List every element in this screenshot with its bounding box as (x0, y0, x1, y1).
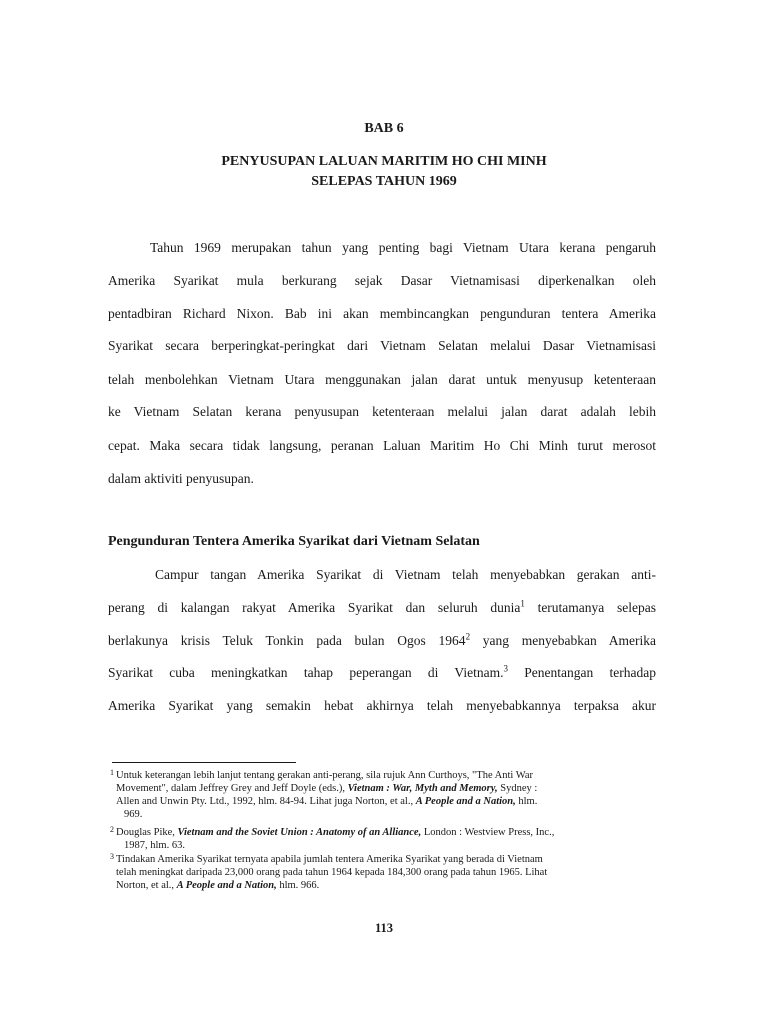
chapter-label: BAB 6 (364, 121, 404, 136)
paragraph-line: dalam aktiviti penyusupan. (108, 471, 254, 486)
text-segment: Sydney : (497, 783, 538, 794)
footnote-ref: 3 (503, 663, 508, 674)
footnote-line: Tindakan Amerika Syarikat ternyata apabila jumlah tentera Amerika Syarikat yang berada di Vietnam (116, 854, 543, 865)
text-segment: hlm. 966. (276, 880, 320, 891)
paragraph-line: pentadbiran Richard Nixon. Bab ini akan membincangkan pengunduran tentera Amerika (108, 306, 656, 321)
footnote-3 (110, 852, 664, 892)
italic-title: Vietnam and the Soviet Union : Anatomy of an Alliance, (177, 827, 422, 838)
footnote-mark: 1 (110, 768, 114, 777)
footnote-line: telah meningkat daripada 23,000 orang pada tahun 1964 kepada 184,300 orang pada tahun 1965. Lihat (116, 867, 548, 878)
chapter-title (0, 152, 768, 192)
paragraph-line: Amerika Syarikat mula berkurang sejak Dasar Vietnamisasi diperkenalkan oleh (108, 273, 656, 288)
paragraph-line: Syarikat secara berperingkat-peringkat dari Vietnam Selatan melalui Dasar Vietnamisasi (108, 338, 656, 353)
chapter-title-line-2: SELEPAS TAHUN 1969 (311, 174, 457, 189)
footnote-ref: 2 (465, 631, 471, 642)
footnote-ref: 1 (520, 598, 525, 609)
italic-title: Vietnam : War, Myth and Memory, (347, 783, 498, 794)
paragraph-line: cepat. Maka secara tidak langsung, peranan Laluan Maritim Ho Chi Minh turut merosot (108, 438, 656, 453)
footnote-divider (112, 762, 296, 763)
italic-title: A People and a Nation, (176, 880, 277, 891)
text-segment: Syarikat cuba meningkatkan tahap peperangan di Vietnam. (108, 665, 504, 680)
text-segment: perang di kalangan rakyat Amerika Syarikat dan seluruh dunia (108, 600, 521, 615)
text-segment: yang menyebabkan Amerika (470, 633, 656, 648)
footnote-line: 969. (124, 809, 143, 820)
text-segment: terutamanya selepas (524, 600, 657, 615)
chapter-title-line-1: PENYUSUPAN LALUAN MARITIM HO CHI MINH (221, 154, 547, 169)
text-segment: berlakunya krisis Teluk Tonkin pada bulan Ogos 1964 (108, 633, 466, 648)
paragraph-line (108, 665, 656, 681)
footnote-line: Untuk keterangan lebih lanjut tentang gerakan anti-perang, sila rujuk Ann Curthoys, "The Anti War (116, 770, 534, 781)
text-segment: Movement", dalam Jeffrey Grey and Jeff Doyle (eds.), (116, 783, 348, 794)
text-segment: hlm. (515, 796, 538, 807)
text-segment: Norton, et al., (116, 880, 177, 891)
section-heading: Pengunduran Tentera Amerika Syarikat dari Vietnam Selatan (108, 534, 480, 549)
paragraph-line: Amerika Syarikat yang semakin hebat akhirnya telah menyebabkannya terpaksa akur (108, 698, 656, 713)
text-segment: Douglas Pike, (116, 827, 178, 838)
footnote-1 (110, 768, 664, 821)
paragraph-line: telah menbolehkan Vietnam Utara menggunakan jalan darat untuk menyusup ketenteraan (108, 372, 656, 387)
footnote-line (116, 795, 664, 808)
footnote-line (116, 782, 664, 795)
paragraph-line: ke Vietnam Selatan kerana penyusupan ketenteraan melalui jalan darat adalah lebih (108, 404, 656, 419)
paragraph-line (108, 600, 656, 616)
footnote-mark: 3 (110, 852, 114, 861)
paragraph-line: Campur tangan Amerika Syarikat di Vietnam telah menyebabkan gerakan anti- (155, 567, 656, 582)
page-number: 113 (374, 921, 394, 935)
paragraph-line (108, 633, 656, 649)
footnote-line (116, 879, 664, 892)
text-segment: London : Westview Press, Inc., (421, 827, 555, 838)
footnote-line (116, 826, 664, 839)
text-segment: Penentangan terhadap (507, 665, 656, 680)
footnote-2 (110, 825, 664, 852)
paragraph-line: Tahun 1969 merupakan tahun yang penting bagi Vietnam Utara kerana pengaruh (150, 240, 656, 255)
text-segment: Allen and Unwin Pty. Ltd., 1992, hlm. 84-94. Lihat juga Norton, et al., (116, 796, 416, 807)
footnote-line: 1987, hlm. 63. (124, 840, 185, 851)
footnote-mark: 2 (110, 825, 114, 834)
italic-title: A People and a Nation, (415, 796, 516, 807)
